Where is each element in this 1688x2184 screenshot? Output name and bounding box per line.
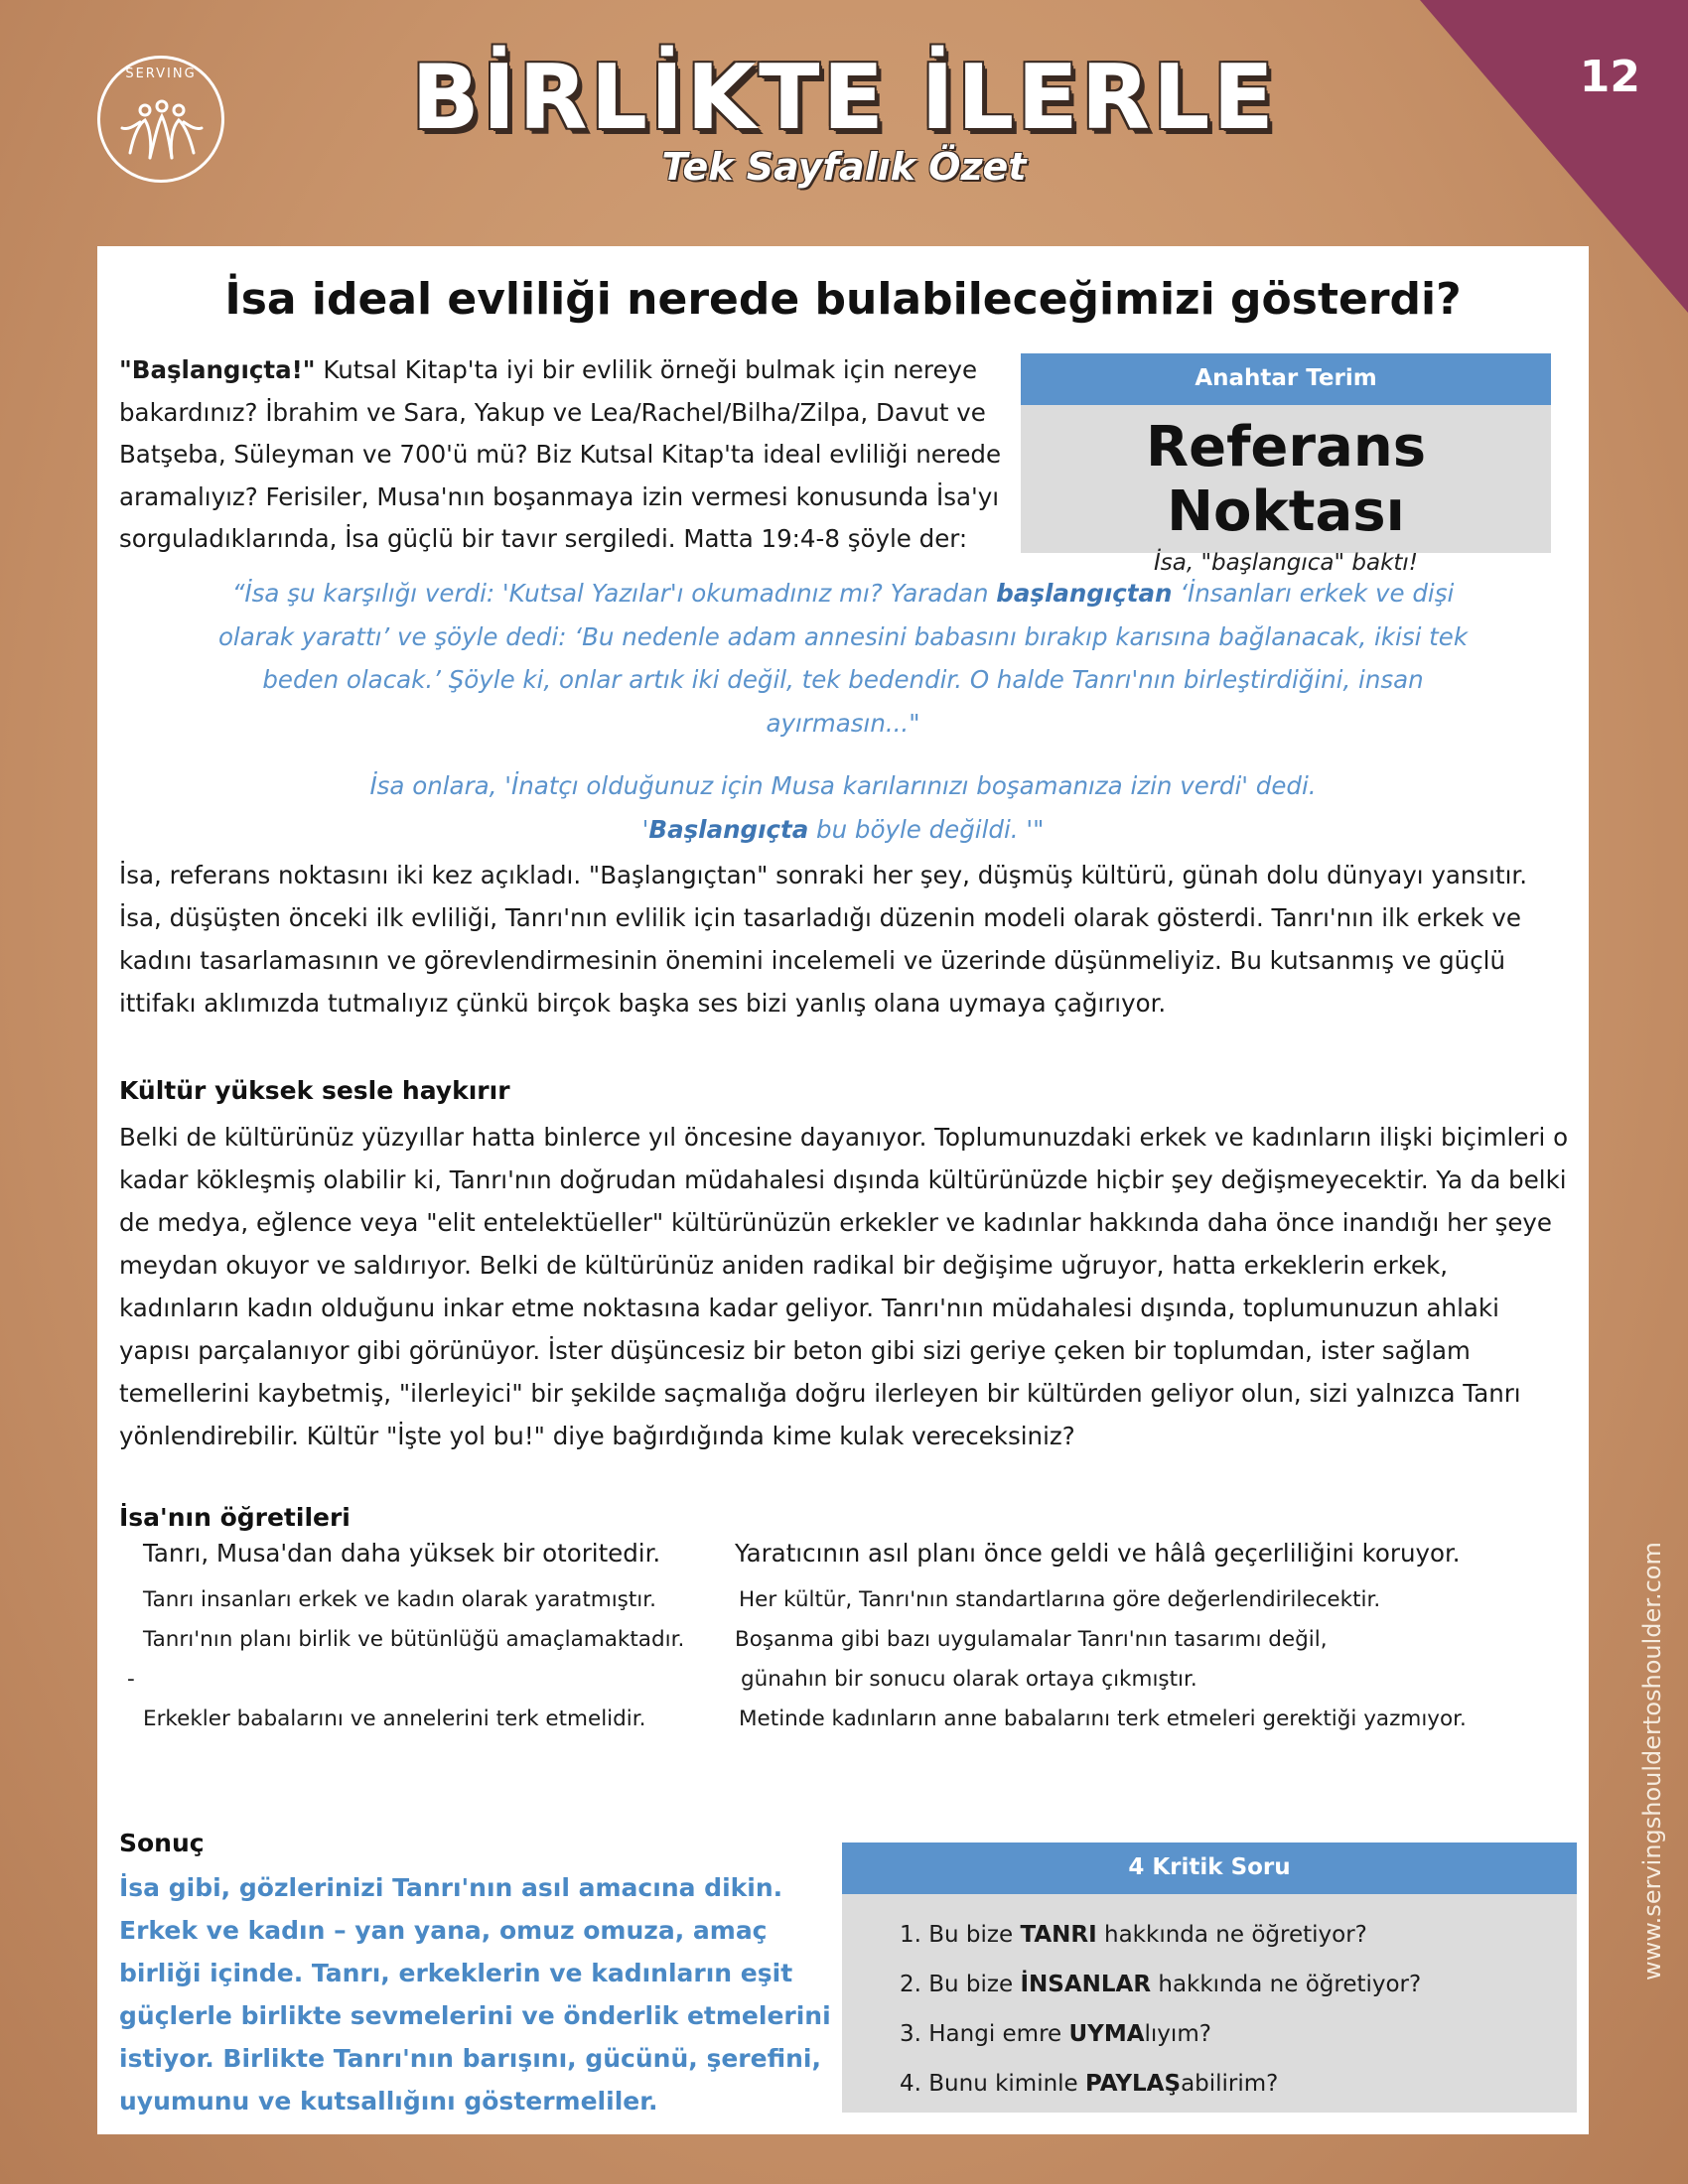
quote1-after: ‘İnsanları erkek ve dişi olarak yarattı’ ve şöyle dedi: ‘Bu nedenle adam annesini babasını bırakıp karısına bağlanacak, ikisi tek beden olacak.’ Şöyle ki, onlar artık iki değil, tek bedendir. O halde Tanrı'nın birleştirdiğini, insan ayırmasın..." <box>217 579 1469 738</box>
teaching-item: - <box>127 1667 135 1692</box>
quote1-before: “İsa şu karşılığı verdi: 'Kutsal Yazılar'ı okumadınız mı? Yaradan <box>231 579 997 608</box>
key-term-header: Anahtar Terim <box>1021 353 1551 405</box>
critical-questions-header: 4 Kritik Soru <box>842 1843 1577 1894</box>
question-text: abilirim? <box>1181 2071 1279 2097</box>
scripture-quote-1 <box>216 572 1470 745</box>
question-text: Bunu kiminle <box>928 2071 1086 2097</box>
quote2-line1: İsa onlara, 'İnatçı olduğunuz için Musa karılarınızı boşamanıza izin verdi' dedi. <box>369 771 1317 800</box>
teaching-item: Tanrı insanları erkek ve kadın olarak yaratmıştır. <box>143 1587 656 1612</box>
critical-questions-box <box>842 1843 1577 2113</box>
culture-paragraph: Belki de kültürünüz yüzyıllar hatta binlerce yıl öncesine dayanıyor. Toplumunuzdaki erkek ve kadınların ilişki biçimleri o kadar kökleşmiş olabilir ki, Tanrı'nın doğrudan müdahalesi dışında kültürünüzde hiçbir şey değişmeyecektir. Ya da belki de medya, eğlence veya "elit entelektüeller" kültürünüzün erkekler ve kadınlar hakkında daha önce inandığı her şeye meydan okuyor ve saldırıyor. Belki de kültürünüz aniden radikal bir değişime uğruyor, hatta erkeklerin erkek, kadınların kadın olduğunu inkar etme noktasına kadar geliyor. Tanrı'nın müdahalesi dışında, toplumunuzun ahlaki yapısı parçalanıyor gibi görünüyor. İster düşüncesiz bir beton gibi sizi geriye çeken bir toplumdan, ister sağlam temellerini kaybetmiş, "ilerleyici" bir şekilde saçmalığa doğru ilerleyen bir kültürden geliyor olun, sizi yalnızca Tanrı yönlendirebilir. Kültür "İşte yol bu!" diye bağırdığında kime kulak vereceksiniz? <box>119 1123 1569 1450</box>
scripture-quote-2 <box>216 764 1470 851</box>
quote1-emphasis: başlangıçtan <box>996 579 1173 608</box>
key-term-note: İsa, "başlangıca" baktı! <box>1153 550 1419 576</box>
question-item <box>900 1910 1577 1960</box>
question-item <box>900 1960 1577 2009</box>
intro-text: Kutsal Kitap'ta iyi bir evlilik örneği bulmak için nereye bakardınız? İbrahim ve Sara, Yakup ve Lea/Rachel/Bilha/Zilpa, Davut ve Batşeba, Süleyman ve 700'ü mü? Biz Kutsal Kitap'ta ideal evliliği nerede aramalıyız? Ferisiler, Musa'nın boşanmaya izin vermesi konusunda İsa'yı sorguladıklarında, İsa güçlü bir tavır sergiledi. Matta 19:4-8 şöyle der: <box>119 355 1002 553</box>
intro-paragraph <box>119 349 1039 561</box>
teaching-item: Tanrı'nın planı birlik ve bütünlüğü amaçlamaktadır. <box>143 1627 685 1652</box>
header-title: BİRLİKTE İLERLE <box>411 46 1277 150</box>
quote2-after: bu böyle değildi. '" <box>808 814 1045 844</box>
question-keyword: TANRI <box>1020 1922 1097 1948</box>
teachings-title: İsa'nın öğretileri <box>119 1503 351 1532</box>
teaching-item: Boşanma gibi bazı uygulamalar Tanrı'nın tasarımı değil, <box>735 1627 1328 1652</box>
quote2-pre: ' <box>641 814 649 844</box>
teachings-right-head: Yaratıcının asıl planı önce geldi ve hâlâ geçerliliğini koruyor. <box>735 1539 1461 1568</box>
teaching-item: Erkekler babalarını ve annelerini terk etmelidir. <box>143 1706 646 1731</box>
question-keyword: PAYLAŞ <box>1085 2071 1182 2097</box>
logo-text: SERVING <box>125 67 197 81</box>
question-text: Bu bize <box>928 1972 1021 1997</box>
teaching-item: Metinde kadınların anne babalarını terk etmeleri gerektiği yazmıyor. <box>739 1706 1467 1731</box>
teachings-left-column <box>127 1539 703 1739</box>
teachings-left-head: Tanrı, Musa'dan daha yüksek bir otoritedir. <box>143 1539 661 1568</box>
question-keyword: UYMA <box>1068 2021 1145 2047</box>
conclusion-title: Sonuç <box>119 1829 205 1857</box>
key-term: Referans Noktası <box>1145 415 1427 544</box>
question-number: 3. <box>900 2021 921 2047</box>
teaching-item: günahın bir sonucu olarak ortaya çıkmıştır. <box>741 1667 1197 1692</box>
content-card <box>97 246 1589 2134</box>
intro-lead: "Başlangıçta!" <box>119 355 316 384</box>
question-number: 1. <box>900 1922 921 1948</box>
question-item <box>900 2009 1577 2059</box>
main-title: İsa ideal evliliği nerede bulabileceğimizi gösterdi? <box>224 274 1462 325</box>
teachings-right-column <box>735 1539 1559 1739</box>
question-text: Hangi emre <box>928 2021 1069 2047</box>
reference-paragraph: İsa, referans noktasını iki kez açıkladı. "Başlangıçtan" sonraki her şey, düşmüş kültürü, günah dolu dünyayı yansıtır. İsa, düşüşten önceki ilk evliliği, Tanrı'nın evlilik için tasarladığı düzenin modeli olarak gösterdi. Tanrı'nın ilk erkek ve kadını tasarlamasının ve görevlendirmesinin önemini incelemeli ve üzerinde düşünmeliyiz. Bu kutsanmış ve güçlü ittifakı aklımızda tutmalıyız çünkü birçok başka ses bizi yanlış olana uymaya çağırıyor. <box>119 861 1528 1018</box>
critical-questions-list <box>842 1894 1577 2109</box>
culture-title: Kültür yüksek sesle haykırır <box>119 1076 510 1105</box>
question-text: lıyım? <box>1144 2021 1211 2047</box>
question-text: hakkında ne öğretiyor? <box>1151 1972 1422 1997</box>
page-number: 12 <box>1579 52 1640 102</box>
question-number: 4. <box>900 2071 921 2097</box>
question-text: Bu bize <box>928 1922 1021 1948</box>
side-url: www.servingshouldertoshoulder.com <box>1638 1542 1666 1980</box>
conclusion-text: İsa gibi, gözlerinizi Tanrı'nın asıl amacına dikin. Erkek ve kadın – yan yana, omuz omuza, amaç birliği içinde. Tanrı, erkeklerin ve kadınların eşit güçlerle birlikte sevmelerini ve önderlik etmelerini istiyor. Birlikte Tanrı'nın barışını, gücünü, şerefini, uyumunu ve kutsallığını göstermeliler. <box>119 1873 831 2116</box>
question-keyword: İNSANLAR <box>1020 1972 1152 1997</box>
quote2-emphasis: Başlangıçta <box>648 814 809 844</box>
header-subtitle: Tek Sayfalık Özet <box>661 145 1027 189</box>
question-number: 2. <box>900 1972 921 1997</box>
teaching-item: Her kültür, Tanrı'nın standartlarına göre değerlendirilecektir. <box>739 1587 1381 1612</box>
question-item <box>900 2059 1577 2109</box>
key-term-box <box>1021 353 1551 576</box>
question-text: hakkında ne öğretiyor? <box>1096 1922 1367 1948</box>
